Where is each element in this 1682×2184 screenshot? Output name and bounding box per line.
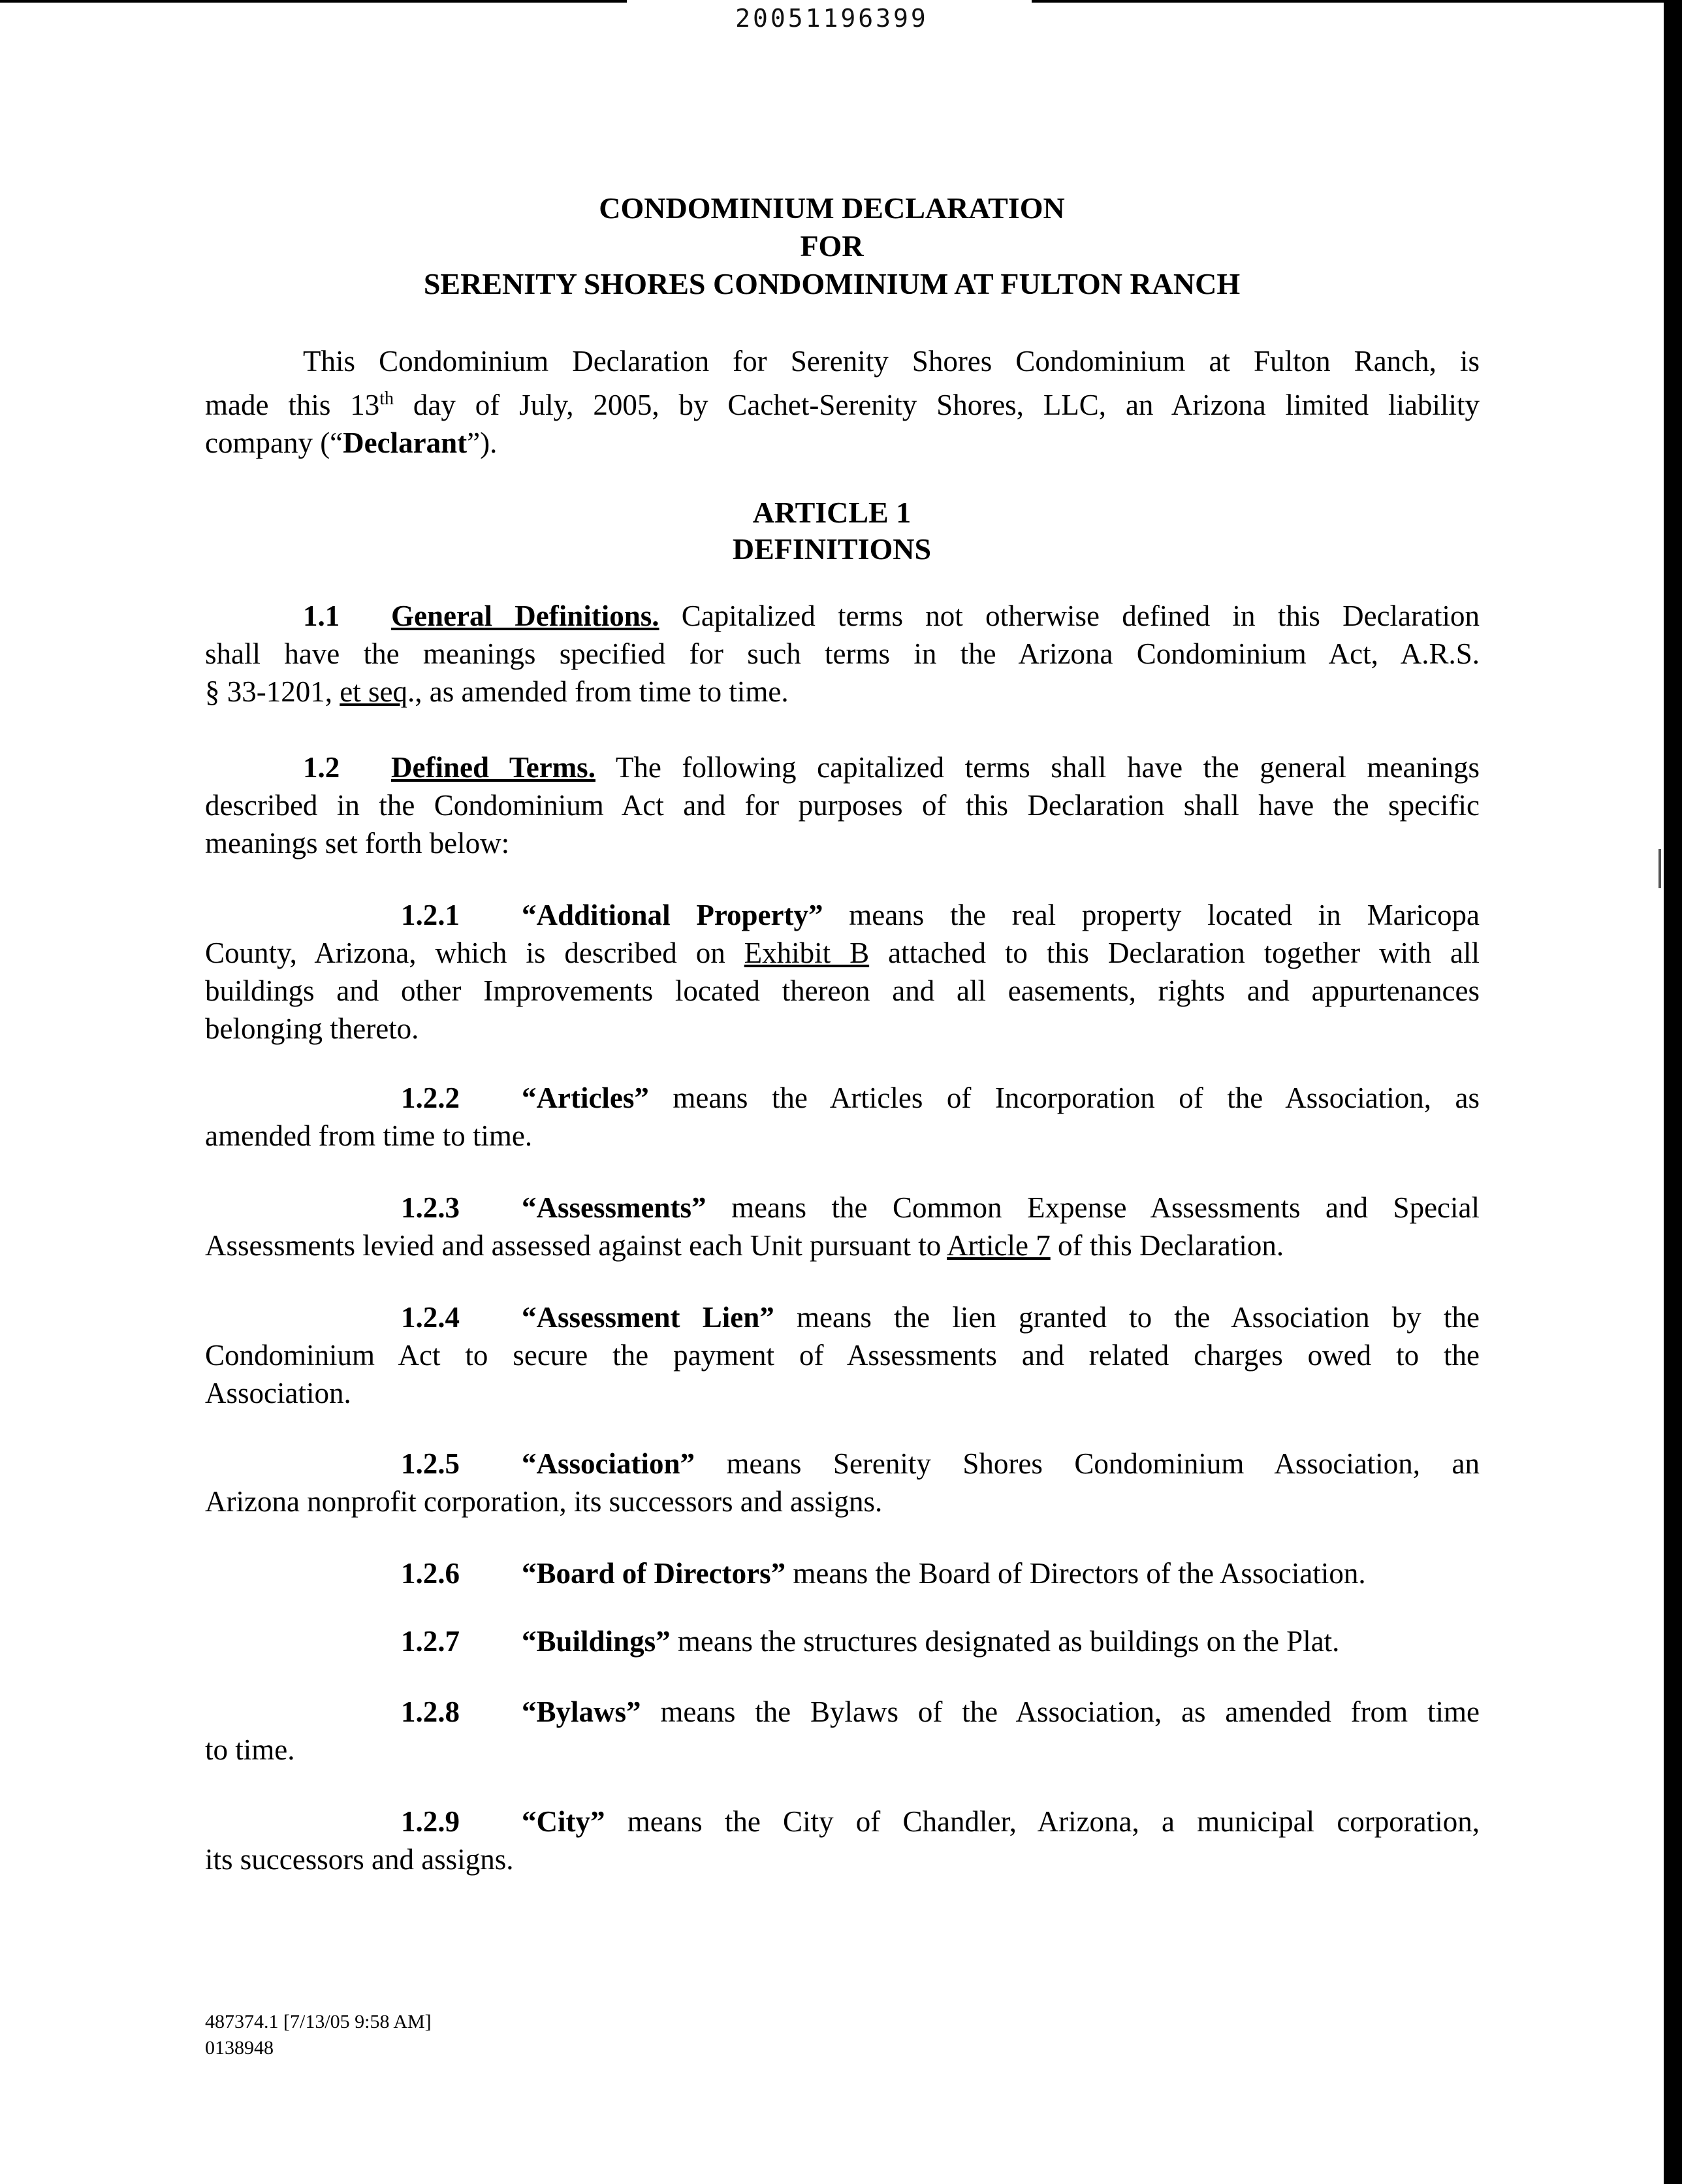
scan-mark — [1658, 849, 1661, 888]
definition-1-2-2: 1.2.2 “Articles” means the Articles of Incorporation of the Association, as amended from time to time. — [205, 1082, 1480, 1152]
article-7-reference: Article 7 — [947, 1229, 1051, 1262]
intro-line-3: company (“Declarant”). — [205, 426, 498, 459]
section-1-2 — [205, 748, 1480, 862]
section-1-2-heading: Defined Terms. — [391, 751, 595, 784]
title-line-1: CONDOMINIUM DECLARATION — [599, 191, 1065, 225]
exhibit-b-reference: Exhibit B — [744, 937, 870, 969]
declarant-term: Declarant — [343, 426, 468, 459]
footer-line-1: 487374.1 [7/13/05 9:58 AM] — [205, 2011, 432, 2032]
definition-1-2-5: 1.2.5 “Association” means Serenity Shores Condominium Association, an Arizona nonprofit corporation, its successors and assigns. — [205, 1447, 1480, 1518]
footer-line-2: 0138948 — [205, 2037, 274, 2059]
term-board-of-directors: “Board of Directors” — [522, 1557, 786, 1590]
section-1-1-heading: General Definitions. — [391, 600, 659, 632]
term-articles: “Articles” — [522, 1082, 649, 1114]
section-1-1-line-3: § 33-1201, et seq., as amended from time to time. — [205, 675, 789, 708]
title-line-2: FOR — [800, 229, 864, 263]
definition-1-2-6: 1.2.6 “Board of Directors” means the Board of Directors of the Association. — [401, 1557, 1366, 1590]
term-additional-property: “Additional Property” — [522, 899, 823, 931]
term-bylaws: “Bylaws” — [522, 1695, 641, 1728]
section-1-1 — [205, 597, 1480, 711]
document-footer — [205, 2009, 432, 2061]
definition-1-2-8: 1.2.8 “Bylaws” means the Bylaws of the Association, as amended from time to time. — [205, 1695, 1480, 1766]
intro-paragraph — [205, 342, 1480, 462]
term-buildings: “Buildings” — [522, 1625, 671, 1658]
term-association: “Association” — [522, 1447, 695, 1480]
article-number: ARTICLE 1 — [752, 496, 912, 529]
term-city: “City” — [522, 1805, 605, 1838]
section-1-1-line-1: 1.1 General Definitions. Capitalized terms not otherwise defined in this Declaration — [303, 600, 1480, 632]
scan-border-top-left — [0, 0, 627, 3]
definition-1-2-3: 1.2.3 “Assessments” means the Common Expense Assessments and Special Assessments levied and assessed against each Unit pursuant to Article 7 of this Declaration. — [205, 1191, 1480, 1262]
definition-1-2-4: 1.2.4 “Assessment Lien” means the lien granted to the Association by the Condominium Act to secure the payment of Assessments and related charges owed to the Association. — [205, 1301, 1480, 1409]
definition-1-2-7: 1.2.7 “Buildings” means the structures designated as buildings on the Plat. — [401, 1625, 1340, 1658]
section-1-1-line-2: shall have the meanings specified for such terms in the Arizona Condominium Act, A.R.S. — [205, 637, 1480, 670]
term-assessments: “Assessments” — [522, 1191, 706, 1224]
section-1-2-line-1: 1.2 Defined Terms. The following capitalized terms shall have the general meanings — [303, 751, 1480, 784]
scan-border-right — [1664, 0, 1682, 2184]
recording-number: 20051196399 — [735, 4, 928, 33]
term-assessment-lien: “Assessment Lien” — [522, 1301, 774, 1334]
section-1-2-line-3: meanings set forth below: — [205, 827, 510, 859]
scan-border-top-right — [1032, 0, 1682, 3]
intro-line-1: This Condominium Declaration for Serenity Shores Condominium at Fulton Ranch, is — [303, 345, 1480, 377]
definition-1-2-1: 1.2.1 “Additional Property” means the real property located in Maricopa County, Arizona, which is described on Exhibit B attached to this Declaration together with all buildings and other Improvements located thereon and all easements, rights and appurtenances belonging thereto. — [205, 899, 1480, 1045]
title-line-3: SERENITY SHORES CONDOMINIUM AT FULTON RANCH — [423, 267, 1241, 300]
article-heading: DEFINITIONS — [732, 532, 932, 566]
definition-1-2-9: 1.2.9 “City” means the City of Chandler, Arizona, a municipal corporation, its successors and assigns. — [205, 1805, 1480, 1876]
intro-line-2: made this 13th day of July, 2005, by Cachet-Serenity Shores, LLC, an Arizona limited liability — [205, 389, 1480, 421]
section-1-2-line-2: described in the Condominium Act and for purposes of this Declaration shall have the specific — [205, 789, 1480, 822]
